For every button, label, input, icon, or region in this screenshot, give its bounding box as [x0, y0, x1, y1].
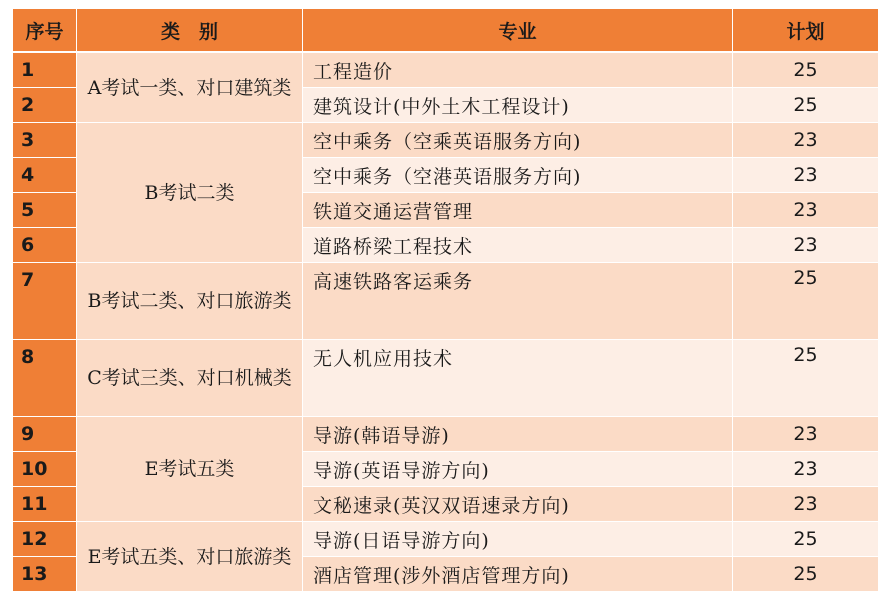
table-row [13, 263, 879, 340]
plan-cell: 23 [733, 487, 879, 522]
row-no: 9 [13, 417, 77, 452]
row-no: 4 [13, 158, 77, 193]
row-no: 1 [13, 52, 77, 88]
major-cell: 导游(英语导游方向) [303, 452, 733, 487]
header-row [13, 9, 879, 53]
plan-cell: 23 [733, 452, 879, 487]
header-no: 序号 [13, 9, 77, 53]
plan-cell: 23 [733, 193, 879, 228]
major-cell: 无人机应用技术 [303, 340, 733, 417]
major-cell: 道路桥梁工程技术 [303, 228, 733, 263]
major-cell: 酒店管理(涉外酒店管理方向) [303, 557, 733, 592]
row-no: 12 [13, 522, 77, 557]
row-no: 6 [13, 228, 77, 263]
table-row [13, 340, 879, 417]
table-row [13, 522, 879, 557]
major-cell: 导游(韩语导游) [303, 417, 733, 452]
major-cell: 空中乘务（空港英语服务方向) [303, 158, 733, 193]
plan-cell: 25 [733, 522, 879, 557]
major-cell: 空中乘务（空乘英语服务方向) [303, 123, 733, 158]
category-cell: C考试三类、对口机械类 [77, 340, 303, 417]
plan-cell: 23 [733, 123, 879, 158]
row-no: 5 [13, 193, 77, 228]
row-no: 11 [13, 487, 77, 522]
category-cell: E考试五类、对口旅游类 [77, 522, 303, 592]
row-no: 2 [13, 88, 77, 123]
table-row [13, 417, 879, 452]
major-cell: 导游(日语导游方向) [303, 522, 733, 557]
plan-cell: 25 [733, 557, 879, 592]
major-cell: 工程造价 [303, 52, 733, 88]
major-cell: 文秘速录(英汉双语速录方向) [303, 487, 733, 522]
category-cell: A考试一类、对口建筑类 [77, 52, 303, 123]
plan-cell: 25 [733, 340, 879, 417]
row-no: 7 [13, 263, 77, 340]
plan-cell: 23 [733, 158, 879, 193]
enrollment-plan-table [12, 8, 879, 592]
header-major: 专业 [303, 9, 733, 53]
header-category: 类 别 [77, 9, 303, 53]
category-cell: E考试五类 [77, 417, 303, 522]
plan-cell: 25 [733, 263, 879, 340]
plan-cell: 23 [733, 417, 879, 452]
row-no: 8 [13, 340, 77, 417]
major-cell: 建筑设计(中外土木工程设计) [303, 88, 733, 123]
category-cell: B考试二类、对口旅游类 [77, 263, 303, 340]
plan-cell: 25 [733, 88, 879, 123]
major-cell: 铁道交通运营管理 [303, 193, 733, 228]
major-cell: 高速铁路客运乘务 [303, 263, 733, 340]
header-plan: 计划 [733, 9, 879, 53]
table-row [13, 52, 879, 88]
table-header [13, 9, 879, 53]
category-cell: B考试二类 [77, 123, 303, 263]
plan-cell: 23 [733, 228, 879, 263]
table-body [13, 52, 879, 592]
row-no: 3 [13, 123, 77, 158]
plan-cell: 25 [733, 52, 879, 88]
table-row [13, 123, 879, 158]
row-no: 10 [13, 452, 77, 487]
row-no: 13 [13, 557, 77, 592]
